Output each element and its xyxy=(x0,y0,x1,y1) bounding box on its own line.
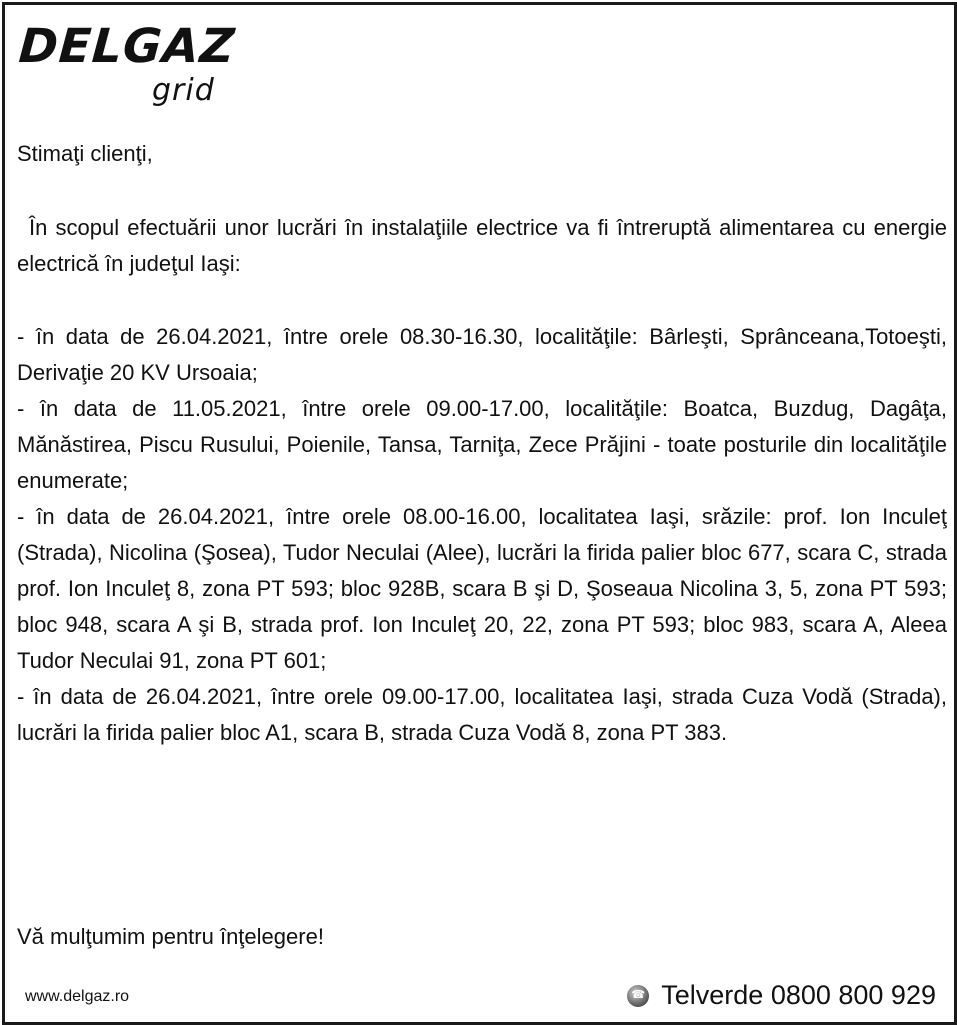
outage-item: - în data de 11.05.2021, între orele 09.00-17.00, localităţile: Boatca, Buzdug, Dagâţa, Mănăstirea, Piscu Rusului, Poienile, Tansa, Tarniţa, Zece Prăjini - toate posturile din localităţile enumerate; xyxy=(17,396,947,493)
intro-paragraph: În scopul efectuării unor lucrări în instalaţiile electrice va fi întreruptă alimentarea cu energie electrică în judeţul Iaşi: xyxy=(17,215,947,276)
notice-frame xyxy=(2,2,957,1025)
delgaz-grid-logo xyxy=(17,19,238,108)
website-link[interactable]: www.delgaz.ro xyxy=(25,988,130,1005)
logo-brand: DELGAZ xyxy=(17,19,238,74)
logo-sub: grid xyxy=(152,73,215,108)
outage-item: - în data de 26.04.2021, între orele 09.00-17.00, localitatea Iaşi, strada Cuza Vodă (Strada), lucrări la firida palier bloc A1, scara B, strada Cuza Vodă 8, zona PT 383. xyxy=(17,684,947,745)
greeting: Stimaţi clienţi, xyxy=(17,141,153,166)
outage-list xyxy=(17,319,947,751)
hotline-text: Telverde 0800 800 929 xyxy=(661,980,936,1010)
outage-item: - în data de 26.04.2021, între orele 08.00-16.00, localitatea Iaşi, srăzile: prof. Ion Inculeţ (Strada), Nicolina (Şosea), Tudor Neculai (Alee), lucrări la firida palier bloc 677, scara C, strada prof. Ion Inculeţ 8, zona PT 593; bloc 928B, scara B şi D, Şoseaua Nicolina 3, 5, zona PT 593; bloc 948, scara A şi B, strada prof. Ion Inculeţ 20, 22, zona PT 593; bloc 983, scara A, Aleea Tudor Neculai 91, zona PT 601; xyxy=(17,504,947,673)
hotline xyxy=(627,980,936,1011)
thanks-message: Vă mulţumim pentru înţelegere! xyxy=(17,924,324,949)
outage-item: - în data de 26.04.2021, între orele 08.30-16.30, localităţile: Bârleşti, Sprânceana,Totoeşti, Derivaţie 20 KV Ursoaia; xyxy=(17,324,947,385)
phone-icon: ☎ xyxy=(627,985,649,1007)
